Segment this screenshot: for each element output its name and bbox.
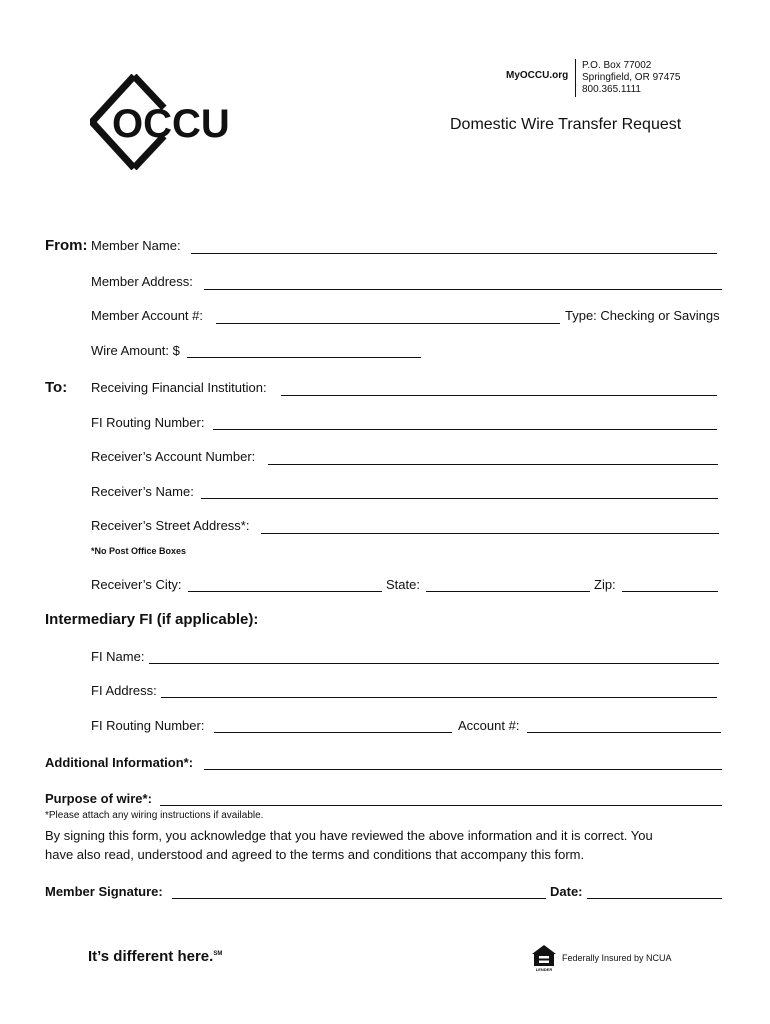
address-line-1: P.O. Box 77002 xyxy=(582,60,652,71)
member-name-field[interactable] xyxy=(191,253,717,254)
additional-info-label: Additional Information*: xyxy=(45,755,194,770)
attach-instructions-note: *Please attach any wiring instructions if available. xyxy=(45,810,264,821)
account-type-label: Type: Checking or Savings xyxy=(565,308,720,323)
receiver-street-field[interactable] xyxy=(261,533,719,534)
from-heading: From: xyxy=(45,237,88,254)
receiver-street-label: Receiver’s Street Address*: xyxy=(91,518,250,533)
intermediary-fi-name-field[interactable] xyxy=(149,663,719,664)
wire-amount-field[interactable] xyxy=(187,357,421,358)
member-name-label: Member Name: xyxy=(91,238,181,253)
intermediary-account-label: Account #: xyxy=(458,718,520,733)
intermediary-fi-address-field[interactable] xyxy=(161,697,717,698)
zip-label: Zip: xyxy=(594,577,616,592)
receiver-account-field[interactable] xyxy=(268,464,718,465)
member-address-field[interactable] xyxy=(204,289,722,290)
date-label: Date: xyxy=(550,884,583,899)
svg-text:LENDER: LENDER xyxy=(535,967,553,972)
to-heading: To: xyxy=(45,379,68,396)
acknowledgement-text xyxy=(45,826,653,864)
intermediary-heading: Intermediary FI (if applicable): xyxy=(45,611,259,628)
intermediary-fi-name-label: FI Name: xyxy=(91,649,145,664)
intermediary-fi-routing-label: FI Routing Number: xyxy=(91,718,205,733)
acknowledgement-line-1: By signing this form, you acknowledge that you have reviewed the above information and it is correct. You xyxy=(45,828,653,843)
date-field[interactable] xyxy=(587,898,722,899)
state-field[interactable] xyxy=(426,591,590,592)
member-signature-label: Member Signature: xyxy=(45,884,163,899)
no-po-boxes-note: *No Post Office Boxes xyxy=(91,546,187,556)
receiver-account-label: Receiver’s Account Number: xyxy=(91,449,256,464)
occu-logo xyxy=(90,74,255,170)
member-signature-field[interactable] xyxy=(172,898,546,899)
member-account-field[interactable] xyxy=(216,323,560,324)
member-address-label: Member Address: xyxy=(91,274,193,289)
state-label: State: xyxy=(386,577,420,592)
fi-routing-label: FI Routing Number: xyxy=(91,415,205,430)
receiver-city-field[interactable] xyxy=(188,591,382,592)
receiving-fi-label: Receiving Financial Institution: xyxy=(91,380,267,395)
additional-info-field[interactable] xyxy=(204,769,722,770)
acknowledgement-line-2: have also read, understood and agreed to the terms and conditions that accompany this form. xyxy=(45,847,585,862)
member-account-label: Member Account #: xyxy=(91,308,203,323)
ncua-notice: Federally Insured by NCUA xyxy=(562,953,672,963)
phone-number: 800.365.1111 xyxy=(582,84,641,95)
intermediary-fi-address-label: FI Address: xyxy=(91,683,157,698)
tagline: It’s different here.℠ xyxy=(88,948,223,965)
receiver-name-field[interactable] xyxy=(201,498,718,499)
purpose-label: Purpose of wire*: xyxy=(45,791,152,806)
header-divider xyxy=(575,59,576,97)
form-title: Domestic Wire Transfer Request xyxy=(450,116,682,133)
svg-text:OCCU: OCCU xyxy=(112,102,230,146)
equal-housing-lender-icon xyxy=(531,944,557,972)
receiver-city-label: Receiver’s City: xyxy=(91,577,182,592)
receiver-name-label: Receiver’s Name: xyxy=(91,484,194,499)
fi-routing-field[interactable] xyxy=(213,429,717,430)
receiving-fi-field[interactable] xyxy=(281,395,717,396)
purpose-field[interactable] xyxy=(160,805,722,806)
wire-amount-label: Wire Amount: $ xyxy=(91,343,180,358)
website-label: MyOCCU.org xyxy=(506,70,569,81)
address-line-2: Springfield, OR 97475 xyxy=(582,72,681,83)
intermediary-account-field[interactable] xyxy=(527,732,721,733)
intermediary-fi-routing-field[interactable] xyxy=(214,732,452,733)
zip-field[interactable] xyxy=(622,591,718,592)
